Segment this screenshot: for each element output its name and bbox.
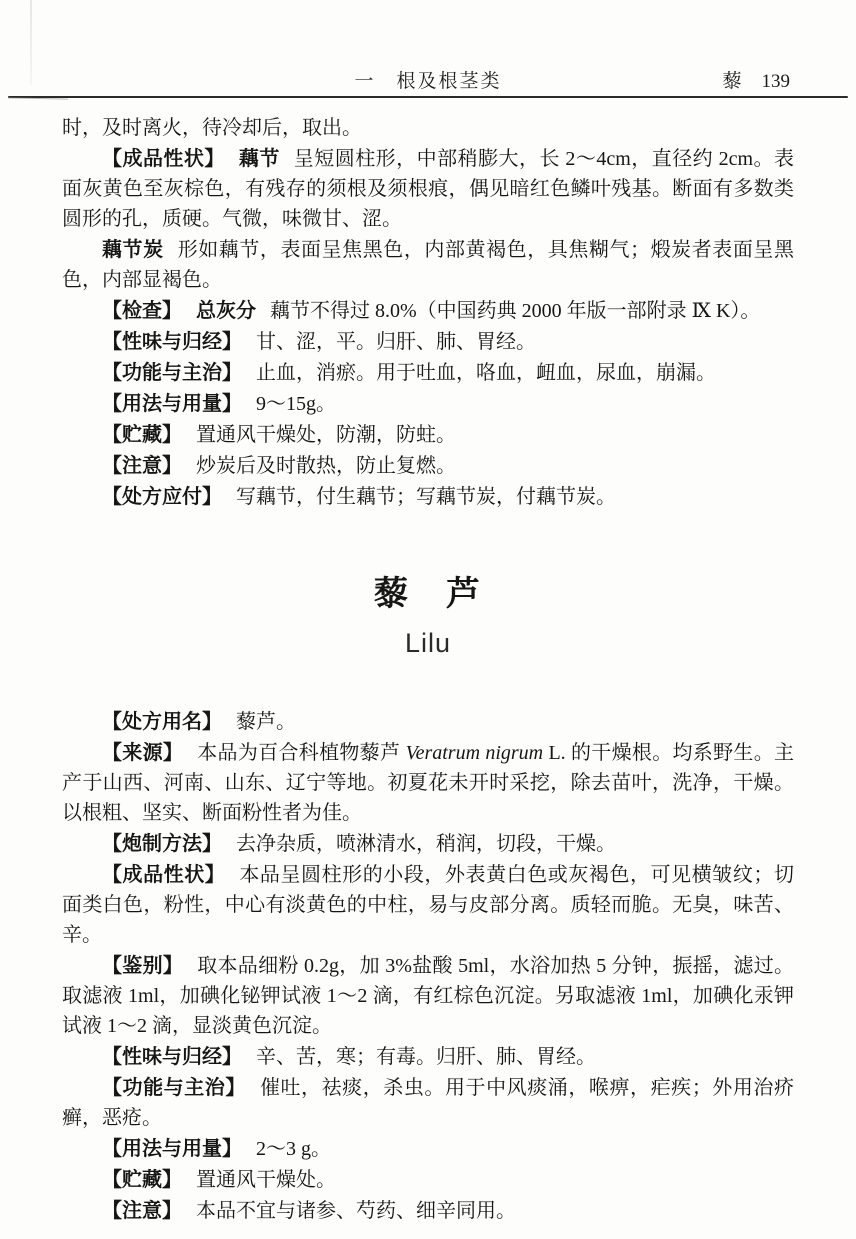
field-label-jianbie: 【鉴别】 bbox=[102, 954, 184, 977]
field-label-yongfa-lilu: 【用法与用量】 bbox=[102, 1137, 242, 1160]
field-label-chengpin: 【成品性状】 bbox=[102, 148, 225, 170]
zhuyi-lilu-text: 本品不宜与诸参、芍药、细辛同用。 bbox=[196, 1199, 516, 1222]
sublabel-oujietan: 藕节炭 bbox=[102, 239, 164, 261]
running-header bbox=[0, 66, 856, 92]
paragraph-chengpin-xingzhuang bbox=[62, 144, 794, 234]
zhucang-text: 置通风干燥处，防潮，防蛀。 bbox=[196, 424, 456, 446]
jiancha-text: 藕节不得过 8.0%（中国药典 2000 年版一部附录 Ⅸ K）。 bbox=[270, 300, 761, 322]
paragraph-gongneng-zhuzhi bbox=[62, 358, 794, 388]
entry-pinyin: Lilu bbox=[404, 627, 452, 658]
continuation-line bbox=[62, 113, 794, 143]
chufangyongming-text: 藜芦。 bbox=[236, 710, 296, 733]
page-body bbox=[62, 112, 794, 1227]
field-label-yongfa: 【用法与用量】 bbox=[102, 393, 242, 415]
field-label-jiancha: 【检查】 bbox=[102, 300, 182, 322]
continuation-text: 时，及时离火，待冷却后，取出。 bbox=[62, 117, 362, 139]
paragraph-yongfa-yongliang bbox=[62, 389, 794, 419]
latin-binomial: Veratrum nigrum bbox=[405, 741, 544, 764]
field-label-zhuyi: 【注意】 bbox=[102, 455, 182, 477]
field-label-xingwei: 【性味与归经】 bbox=[102, 331, 242, 353]
header-page-ref bbox=[722, 66, 790, 93]
field-label-zhucang-lilu: 【贮藏】 bbox=[102, 1168, 182, 1191]
paragraph-jianbie bbox=[62, 951, 794, 1041]
sublabel-oujie: 藕节 bbox=[238, 148, 280, 170]
field-label-zhucang: 【贮藏】 bbox=[102, 424, 182, 446]
paragraph-yongfa-yongliang-lilu bbox=[62, 1134, 794, 1164]
paragraph-zhuyi bbox=[62, 451, 794, 481]
field-label-chufangyongming: 【处方用名】 bbox=[102, 710, 222, 733]
field-label-gongneng: 【功能与主治】 bbox=[102, 362, 242, 384]
paragraph-chengpin-xingzhuang-lilu bbox=[62, 860, 794, 950]
paragraph-laiyuan bbox=[62, 738, 794, 828]
header-entry-char: 藜 bbox=[722, 71, 742, 92]
paragraph-gongneng-zhuzhi-lilu bbox=[62, 1073, 794, 1133]
paragraph-xingwei-guijing-lilu bbox=[62, 1042, 794, 1072]
paozhi-text: 去净杂质，喷淋清水，稍润，切段，干燥。 bbox=[236, 832, 616, 855]
paragraph-zhuyi-lilu bbox=[62, 1196, 794, 1226]
paragraph-xingwei-guijing bbox=[62, 327, 794, 357]
paragraph-paozhi-fangfa bbox=[62, 829, 794, 859]
chengpin-lilu-text: 本品呈圆柱形的小段，外表黄白色或灰褐色，可见横皱纹；切面类白色，粉性，中心有淡黄色的中柱，易与皮部分离。质轻而脆。无臭，味苦、辛。 bbox=[62, 863, 794, 946]
gongneng-text: 止血，消瘀。用于吐血，咯血，衄血，尿血，崩漏。 bbox=[256, 362, 716, 384]
zhuyi-text: 炒炭后及时散热，防止复燃。 bbox=[196, 455, 456, 477]
zhucang-lilu-text: 置通风干燥处。 bbox=[196, 1168, 336, 1191]
paragraph-zhucang-lilu bbox=[62, 1165, 794, 1195]
field-label-laiyuan: 【来源】 bbox=[102, 741, 184, 764]
page-number: 139 bbox=[761, 71, 790, 92]
paragraph-chufang-yingfu bbox=[62, 482, 794, 512]
header-rule bbox=[8, 96, 848, 98]
laiyuan-text-after: L. 的干燥根。均系野生。主产于山西、河南、山东、辽宁等地。初夏花未开时采挖，除去苗叶，洗净，干燥。以根粗、坚实、断面粉性者为佳。 bbox=[62, 741, 795, 824]
paragraph-chufang-yongming bbox=[62, 707, 794, 737]
entry-lilu-body bbox=[62, 707, 794, 1226]
paragraph-oujietan bbox=[62, 235, 794, 295]
gongneng-lilu-text: 催吐，祛痰，杀虫。用于中风痰涌，喉痹，疟疾；外用治疥癣，恶疮。 bbox=[62, 1076, 794, 1129]
xingwei-text: 甘、涩，平。归肝、肺、胃经。 bbox=[256, 331, 536, 353]
xingwei-lilu-text: 辛、苦，寒；有毒。归肝、肺、胃经。 bbox=[256, 1045, 596, 1068]
oujietan-text: 形如藕节，表面呈焦黑色，内部黄褐色，具焦糊气；煅炭者表面呈黑色，内部显褐色。 bbox=[62, 239, 794, 291]
field-label-xingwei-lilu: 【性味与归经】 bbox=[102, 1045, 242, 1068]
field-label-paozhi: 【炮制方法】 bbox=[102, 832, 222, 855]
field-label-gongneng-lilu: 【功能与主治】 bbox=[102, 1076, 246, 1099]
entry-title: 藜 芦 bbox=[374, 576, 482, 613]
field-label-chufang: 【处方应付】 bbox=[102, 486, 222, 508]
paragraph-jiancha bbox=[62, 296, 794, 326]
yongfa-text: 9～15g。 bbox=[256, 393, 336, 415]
section-title: 一 根及根茎类 bbox=[354, 71, 502, 92]
paragraph-zhucang bbox=[62, 420, 794, 450]
laiyuan-text-before: 本品为百合科植物藜芦 bbox=[197, 741, 406, 764]
yongfa-lilu-text: 2～3 g。 bbox=[256, 1137, 331, 1160]
field-label-zhuyi-lilu: 【注意】 bbox=[102, 1199, 182, 1222]
chufang-text: 写藕节，付生藕节；写藕节炭，付藕节炭。 bbox=[236, 486, 616, 508]
field-label-chengpin-lilu: 【成品性状】 bbox=[102, 863, 226, 886]
chengpin-text: 呈短圆柱形，中部稍膨大，长 2～4cm，直径约 2cm。表面灰黄色至灰棕色，有残存的须根及须根痕，偶见暗红色鳞叶残基。断面有多数类圆形的孔，质硬。气微，味微甘、涩。 bbox=[62, 148, 795, 230]
sublabel-zonghuifen: 总灰分 bbox=[196, 300, 256, 322]
jianbie-text: 取本品细粉 0.2g，加 3%盐酸 5ml，水浴加热 5 分钟，振摇，滤过。取滤液 1ml，加碘化铋钾试液 1～2 滴，有红棕色沉淀。另取滤液 1ml，加碘化汞钾试液 1～2 滴，显淡黄色沉淀。 bbox=[62, 954, 794, 1037]
